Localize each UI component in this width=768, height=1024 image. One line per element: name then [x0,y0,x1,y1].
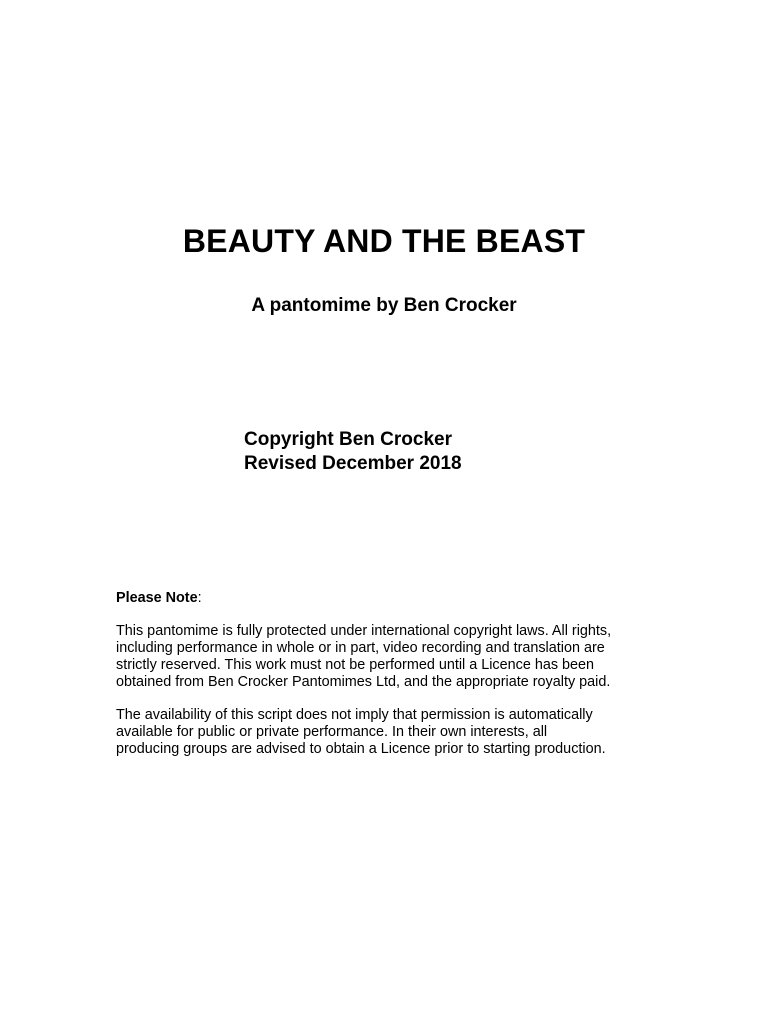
note-heading-colon: : [197,590,202,606]
paragraph-line: producing groups are advised to obtain a Licence prior to starting production. [116,741,606,757]
note-heading-label: Please Note [116,590,198,606]
paragraph-line: obtained from Ben Crocker Pantomimes Ltd, and the appropriate royalty paid. [116,674,611,690]
licence-notice-paragraph [116,707,656,758]
paragraph-line: The availability of this script does not imply that permission is automatically [116,707,593,723]
paragraph-line: including performance in whole or in part, video recording and translation are [116,640,605,656]
revision-line: Revised December 2018 [244,453,462,474]
copyright-line: Copyright Ben Crocker [244,429,452,450]
note-block [116,590,656,774]
paragraph-line: available for public or private performance. In their own interests, all [116,724,548,740]
paragraph-line: strictly reserved. This work must not be performed until a Licence has been [116,657,595,673]
document-title: BEAUTY AND THE BEAST [182,223,586,259]
paragraph-line: This pantomime is fully protected under international copyright laws. All rights, [116,623,612,639]
copyright-notice-paragraph [116,623,656,691]
copyright-block [244,428,462,476]
document-subtitle: A pantomime by Ben Crocker [251,295,517,316]
note-heading [116,590,656,607]
